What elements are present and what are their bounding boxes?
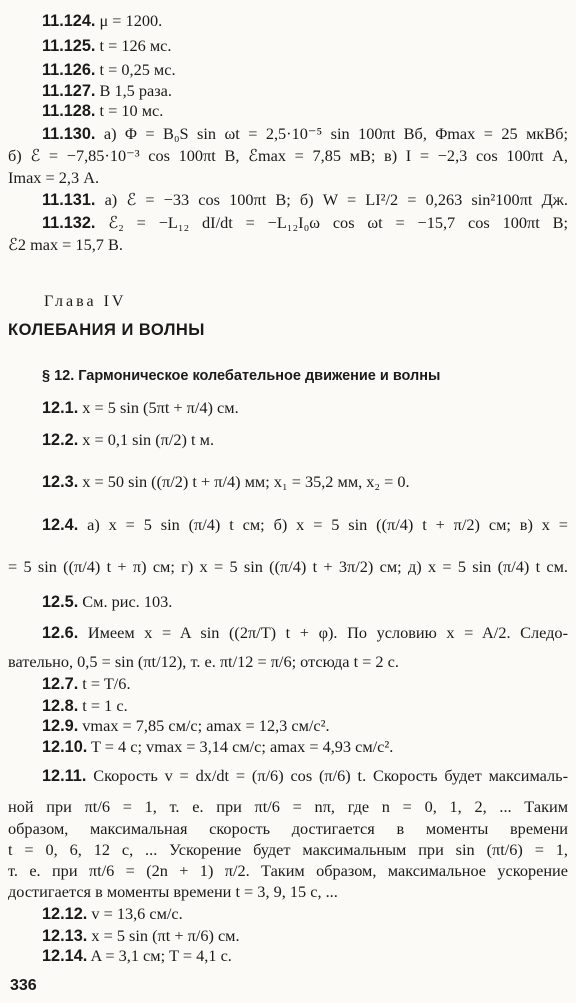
answer-11-132-line2: ℰ2 max = 15,7 В. — [8, 235, 123, 254]
answer-12-5: 12.5. См. рис. 103. — [42, 592, 173, 611]
answer-12-9: 12.9. vmax = 7,85 см/с; amax = 12,3 см/с². — [42, 716, 330, 735]
answer-11-124: 11.124. μ = 1200. — [42, 11, 163, 30]
answer-11-128: 11.128. t = 10 мс. — [42, 101, 164, 120]
answer-12-10: 12.10. T = 4 с; vmax = 3,14 см/с; amax = 4,93 см/с². — [42, 737, 394, 756]
answer-11-130-line2: б) ℰ = −7,85·10⁻³ cos 100πt В, ℰmax = 7,85 мВ; в) I = −2,3 cos 100πt А, — [8, 146, 568, 165]
answer-12-11-line2: ной при πt/6 = 1, т. е. при πt/6 = nπ, где n = 0, 1, 2, ... Таким — [8, 797, 568, 816]
answer-12-11-line4: t = 0, 6, 12 с, ... Ускорение будет максимальным при sin (πt/6) = 1, — [8, 840, 568, 859]
answer-12-2: 12.2. x = 0,1 sin (π/2) t м. — [42, 430, 215, 449]
answer-11-131: 11.131. а) ℰ = −33 cos 100πt В; б) W = LI²/2 = 0,263 sin²100πt Дж. — [42, 190, 568, 209]
answer-12-11-line3: образом, максимальная скорость достигается в моменты времени — [8, 819, 568, 838]
answer-12-7: 12.7. t = T/6. — [42, 674, 131, 693]
answer-12-1: 12.1. x = 5 sin (5πt + π/4) см. — [42, 398, 239, 417]
answer-11-125: 11.125. t = 126 мс. — [42, 36, 172, 55]
answer-12-4-line1: 12.4. а) x = 5 sin (π/4) t см; б) x = 5 sin ((π/4) t + π/2) см; в) x = — [42, 515, 568, 534]
answer-12-4-line2: = 5 sin ((π/4) t + π) см; г) x = 5 sin ((π/4) t + 3π/2) см; д) x = 5 sin (π/4) t см. — [8, 557, 568, 576]
page-number: 336 — [10, 977, 37, 994]
chapter-title: КОЛЕБАНИЯ И ВОЛНЫ — [8, 321, 205, 339]
answer-12-11-line6: достигается в моменты времени t = 3, 9, 15 с, ... — [8, 882, 338, 901]
answer-11-130-line1: 11.130. а) Φ = B₀S sin ωt = 2,5·10⁻⁵ sin 100πt Вб, Φmax = 25 мкВб; — [42, 124, 568, 143]
answer-11-132-line1: 11.132. ℰ₂ = −L₁₂ dI/dt = −L₁₂I₀ω cos ωt = −15,7 cos 100πt В; — [42, 213, 568, 232]
answer-12-13: 12.13. x = 5 sin (πt + π/6) см. — [42, 926, 240, 945]
answer-12-11-line5: т. е. при πt/6 = (2n + 1) π/2. Таким образом, максимальное ускорение — [8, 861, 568, 880]
answer-11-127: 11.127. В 1,5 раза. — [42, 81, 172, 100]
answer-12-8: 12.8. t = 1 с. — [42, 696, 128, 715]
answer-12-6-line1: 12.6. Имеем x = A sin ((2π/T) t + φ). По условию x = A/2. Следо- — [42, 623, 568, 642]
answer-12-11-line1: 12.11. Скорость v = dx/dt = (π/6) cos (π/6) t. Скорость будет максималь- — [42, 766, 568, 785]
answer-12-14: 12.14. A = 3,1 см; T = 4,1 с. — [42, 946, 232, 965]
answer-12-12: 12.12. v = 13,6 см/с. — [42, 904, 183, 923]
section-title: § 12. Гармоническое колебательное движение и волны — [42, 368, 441, 384]
chapter-label: Глава IV — [44, 293, 127, 310]
answer-11-126: 11.126. t = 0,25 мс. — [42, 60, 176, 79]
answer-11-130-line3: Imax = 2,3 А. — [8, 168, 100, 187]
answer-12-6-line2: вательно, 0,5 = sin (πt/12), т. е. πt/12 = π/6; отсюда t = 2 с. — [8, 652, 399, 671]
answer-12-3: 12.3. x = 50 sin ((π/2) t + π/4) мм; x₁ = 35,2 мм, x₂ = 0. — [42, 472, 410, 491]
